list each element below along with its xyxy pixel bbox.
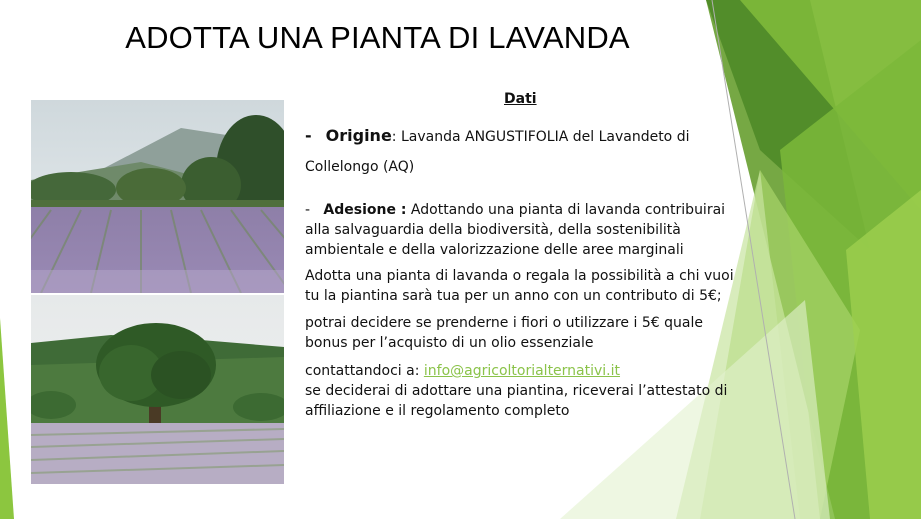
lavender-field-mountains-photo: [31, 100, 284, 293]
oak-tree-lavender-photo: [31, 295, 284, 484]
contact-after-text: se deciderai di adottare una piantina, riceverai l’attestato di affiliazione e il regolamento completo: [305, 383, 728, 419]
adhesion-text: Adottando una pianta di lavanda contribuirai alla salvaguardia della biodiversità, della sostenibilità ambientale e della valorizzazione delle aree marginali: [305, 202, 726, 258]
origin-text-line2: Collelongo (AQ): [305, 159, 415, 175]
email-link[interactable]: info@agricoltorialternativi.it: [423, 363, 621, 379]
origin-dash: -: [305, 126, 312, 145]
origin-block: [305, 121, 735, 182]
slide-title: ADOTTA UNA PIANTA DI LAVANDA: [125, 20, 630, 55]
flowers-bonus-paragraph: potrai decidere se prenderne i fiori o utilizzare i 5€ quale bonus per l’acquisto di un olio essenziale: [305, 315, 703, 351]
origin-colon: :: [391, 129, 397, 145]
origin-text-line1: Lavanda ANGUSTIFOLIA del Lavandeto di: [396, 129, 690, 145]
adopt-paragraph: Adotta una pianta di lavanda o regala la possibilità a chi vuoi tu la piantina sarà tua per un anno con un contributo di 5€;: [305, 268, 734, 304]
contact-prefix: contattandoci a:: [305, 363, 424, 379]
adhesion-dash: -: [305, 202, 311, 218]
adhesion-label: Adesione :: [323, 202, 407, 218]
adhesion-block: [305, 200, 735, 260]
origin-label: Origine: [325, 126, 392, 145]
contact-block: [305, 361, 735, 421]
section-heading: Dati: [504, 91, 537, 107]
